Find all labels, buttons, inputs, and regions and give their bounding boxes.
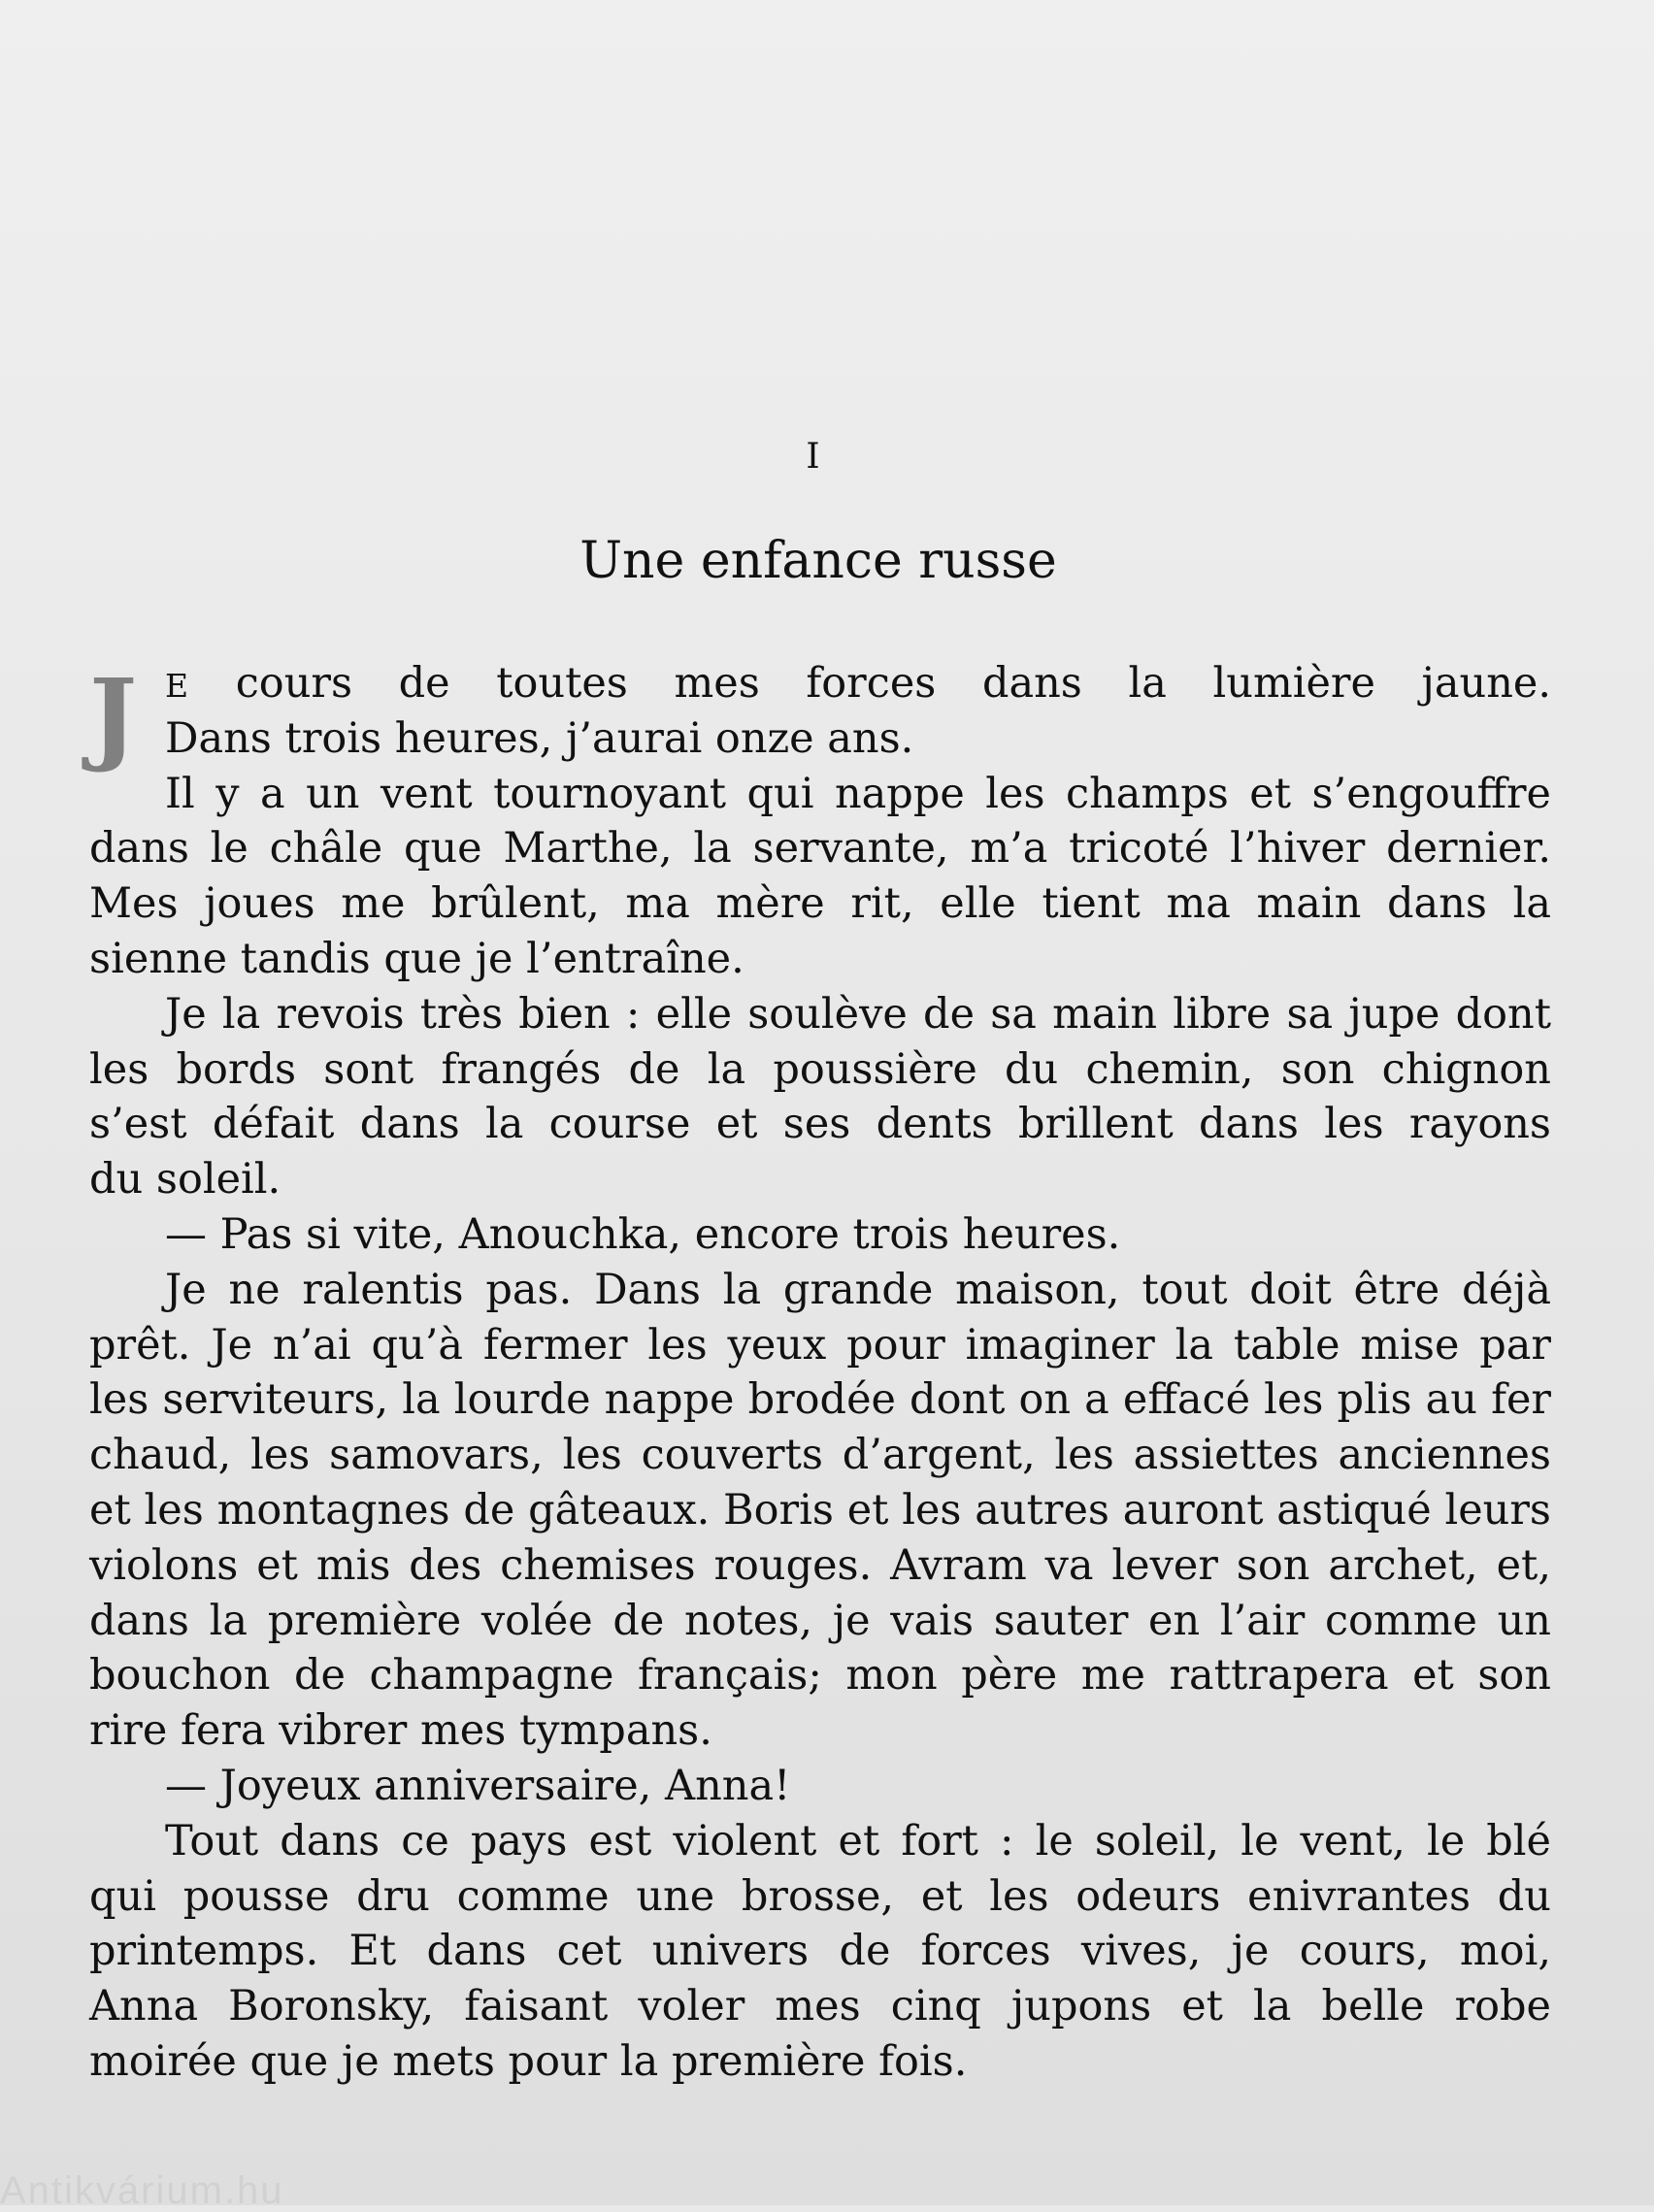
text-line: Je ne ralentis pas. Dans la grande maison, tout doit être déjà — [165, 1265, 1551, 1314]
text-line: rire fera vibrer mes tympans. — [89, 1706, 712, 1756]
text-line: violons et mis des chemises rouges. Avram va lever son archet, et, — [89, 1540, 1551, 1590]
first-line — [89, 656, 1551, 711]
drop-cap: J — [89, 656, 138, 776]
chapter-number: I — [806, 437, 821, 477]
text-line: — Joyeux anniversaire, Anna! — [165, 1761, 791, 1810]
text-line: Mes joues me brûlent, ma mère rit, elle tient ma main dans la — [89, 879, 1551, 929]
text-line: prêt. Je n’ai qu’à fermer les yeux pour imaginer la table mise par — [89, 1320, 1551, 1370]
text-line: — Pas si vite, Anouchka, encore trois heures. — [165, 1209, 1121, 1259]
text-line: s’est défait dans la course et ses dents brillent dans les rayons — [89, 1100, 1551, 1149]
chapter-title: Une enfance russe — [579, 532, 1057, 590]
text-line: qui pousse dru comme une brosse, et les odeurs enivrantes du — [89, 1871, 1551, 1921]
text-line: printemps. Et dans cet univers de forces vives, je cours, moi, — [89, 1927, 1551, 1976]
text-line: Je la revois très bien : elle soulève de sa main libre sa jupe dont — [165, 989, 1551, 1039]
text-line: Dans trois heures, j’aurai onze ans. — [165, 713, 914, 763]
text-line: les bords sont frangés de la poussière du chemin, son chignon — [89, 1044, 1551, 1094]
text-line: Il y a un vent tournoyant qui nappe les champs et s’engouffre — [165, 769, 1551, 818]
text-line: les serviteurs, la lourde nappe brodée dont on a effacé les plis au fer — [89, 1375, 1551, 1425]
text-line: Tout dans ce pays est violent et fort : le soleil, le vent, le blé — [165, 1816, 1551, 1865]
text-line: et les montagnes de gâteaux. Boris et les autres auront astiqué leurs — [89, 1485, 1551, 1535]
small-cap-letter: E — [165, 667, 190, 705]
text-line: dans le châle que Marthe, la servante, m’a tricoté l’hiver dernier. — [89, 824, 1551, 874]
text-line: chaud, les samovars, les couverts d’argent, les assiettes anciennes — [89, 1431, 1551, 1480]
text-line: dans la première volée de notes, je vais sauter en l’air comme un — [89, 1596, 1551, 1645]
text-line: du soleil. — [89, 1155, 281, 1205]
chapter-body — [89, 656, 1551, 2090]
text-line: moirée que je mets pour la première fois. — [89, 2036, 968, 2086]
text-line: bouchon de champagne français; mon père me rattrapera et son — [89, 1651, 1551, 1700]
first-line-text: cours de toutes mes forces dans la lumière jaune. — [235, 659, 1552, 708]
text-line: sienne tandis que je l’entraîne. — [89, 934, 744, 983]
text-line: Anna Boronsky, faisant voler mes cinq jupons et la belle robe — [89, 1982, 1551, 2031]
watermark: Antikvárium.hu — [0, 2169, 284, 2212]
